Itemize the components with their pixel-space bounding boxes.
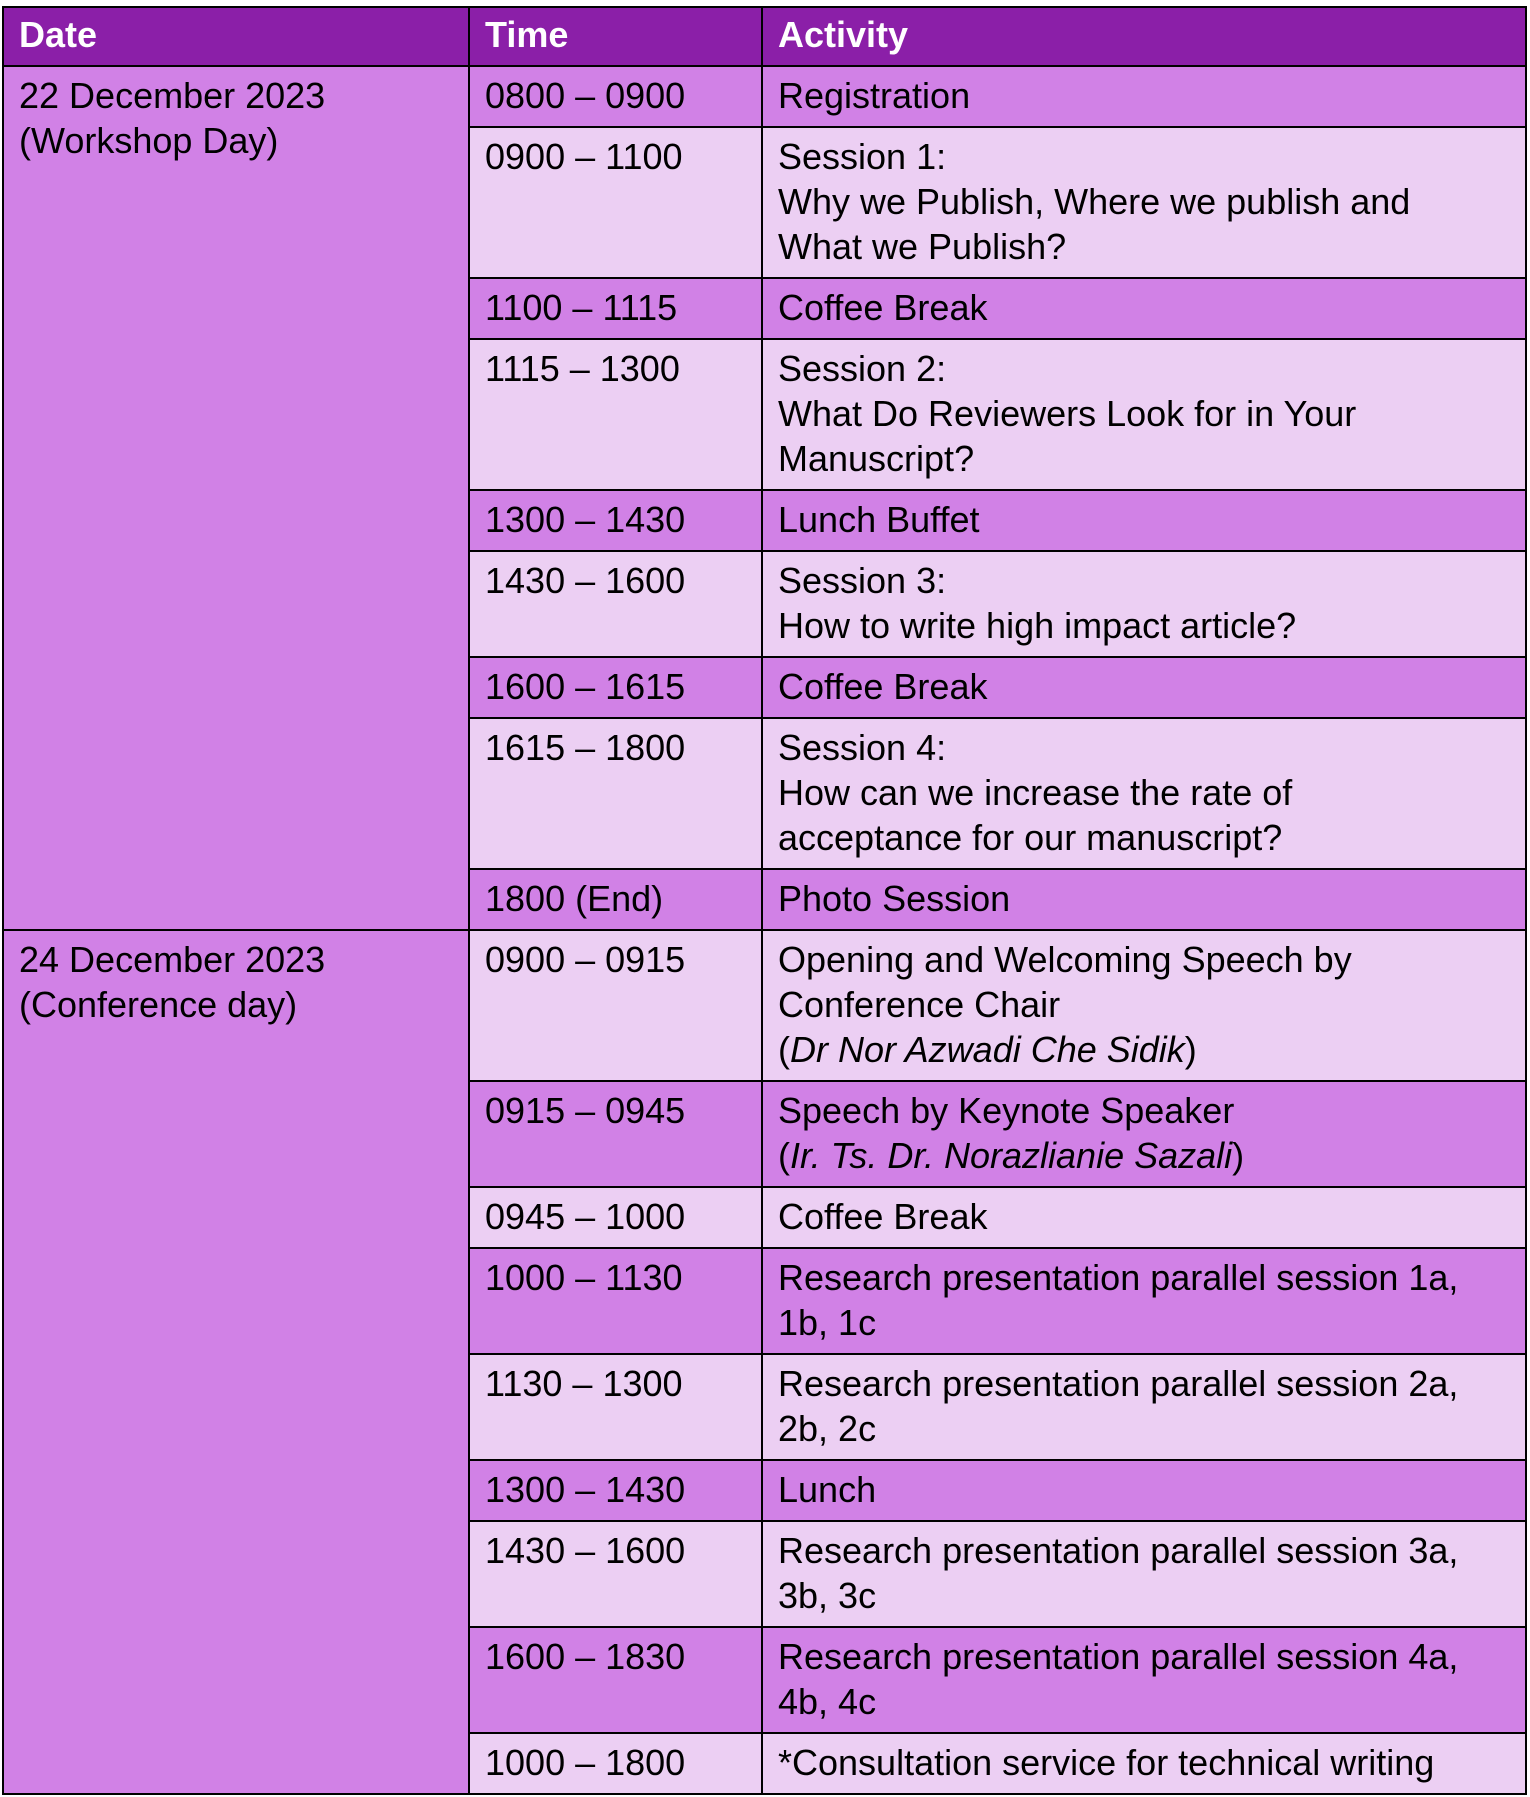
date-cell-day1 <box>3 66 469 930</box>
time-cell: 1615 – 1800 <box>469 718 762 869</box>
activity-line: Registration <box>778 75 971 116</box>
activity-cell <box>762 1521 1526 1627</box>
activity-line: *Consultation service for technical writing <box>778 1742 1435 1783</box>
activity-line: Research presentation parallel session 1a, <box>778 1257 1459 1298</box>
date-cell-day2 <box>3 930 469 1794</box>
activity-line: Research presentation parallel session 4a, <box>778 1636 1459 1677</box>
time-cell: 0800 – 0900 <box>469 66 762 127</box>
activity-cell <box>762 551 1526 657</box>
activity-line: Speech by Keynote Speaker <box>778 1090 1235 1131</box>
time-cell: 0900 – 1100 <box>469 127 762 278</box>
activity-cell <box>762 718 1526 869</box>
activity-line: How can we increase the rate of <box>778 772 1293 813</box>
time-cell: 0945 – 1000 <box>469 1187 762 1248</box>
time-cell: 0915 – 0945 <box>469 1081 762 1187</box>
activity-line: Opening and Welcoming Speech by <box>778 939 1352 980</box>
time-cell: 1800 (End) <box>469 869 762 930</box>
activity-cell <box>762 278 1526 339</box>
schedule-table <box>2 6 1527 1795</box>
speaker-line: (Ir. Ts. Dr. Norazlianie Sazali) <box>778 1135 1245 1176</box>
activity-line: What we Publish? <box>778 226 1067 267</box>
activity-line: 1b, 1c <box>778 1302 877 1343</box>
activity-cell <box>762 1354 1526 1460</box>
time-cell: 1100 – 1115 <box>469 278 762 339</box>
activity-line: Why we Publish, Where we publish and <box>778 181 1411 222</box>
activity-line: Photo Session <box>778 878 1011 919</box>
activity-line: How to write high impact article? <box>778 605 1297 646</box>
activity-line: Conference Chair <box>778 984 1061 1025</box>
time-cell: 1130 – 1300 <box>469 1354 762 1460</box>
activity-line: Session 3: <box>778 560 947 601</box>
activity-cell <box>762 1187 1526 1248</box>
activity-line: Session 2: <box>778 348 947 389</box>
activity-line: Session 4: <box>778 727 947 768</box>
time-cell: 1600 – 1615 <box>469 657 762 718</box>
speaker-line: (Dr Nor Azwadi Che Sidik) <box>778 1029 1197 1070</box>
time-cell: 0900 – 0915 <box>469 930 762 1081</box>
time-cell: 1430 – 1600 <box>469 1521 762 1627</box>
table-row <box>3 930 1526 1081</box>
activity-line: acceptance for our manuscript? <box>778 817 1283 858</box>
activity-line: Coffee Break <box>778 1196 988 1237</box>
activity-cell <box>762 1627 1526 1733</box>
activity-line: Coffee Break <box>778 666 988 707</box>
activity-cell <box>762 869 1526 930</box>
activity-cell <box>762 657 1526 718</box>
time-cell: 1600 – 1830 <box>469 1627 762 1733</box>
activity-line: Research presentation parallel session 3a, <box>778 1530 1459 1571</box>
table-row <box>3 66 1526 127</box>
time-cell: 1000 – 1800 <box>469 1733 762 1794</box>
header-time: Time <box>469 7 762 66</box>
time-cell: 1000 – 1130 <box>469 1248 762 1354</box>
activity-cell <box>762 490 1526 551</box>
day1-label: (Workshop Day) <box>19 120 279 161</box>
time-cell: 1115 – 1300 <box>469 339 762 490</box>
activity-cell <box>762 1248 1526 1354</box>
activity-cell <box>762 930 1526 1081</box>
time-cell: 1300 – 1430 <box>469 490 762 551</box>
header-date: Date <box>3 7 469 66</box>
activity-cell <box>762 1733 1526 1794</box>
day2-date: 24 December 2023 <box>19 939 326 980</box>
time-cell: 1300 – 1430 <box>469 1460 762 1521</box>
speaker-name: Ir. Ts. Dr. Norazlianie Sazali <box>790 1135 1233 1176</box>
activity-line: Coffee Break <box>778 287 988 328</box>
day2-label: (Conference day) <box>19 984 298 1025</box>
activity-line: Lunch Buffet <box>778 499 980 540</box>
activity-line: Research presentation parallel session 2a, <box>778 1363 1459 1404</box>
activity-line: Manuscript? <box>778 438 975 479</box>
activity-cell <box>762 66 1526 127</box>
activity-line: 4b, 4c <box>778 1681 877 1722</box>
activity-line: 2b, 2c <box>778 1408 877 1449</box>
activity-cell <box>762 127 1526 278</box>
activity-line: Session 1: <box>778 136 947 177</box>
activity-cell <box>762 1460 1526 1521</box>
activity-line: Lunch <box>778 1469 877 1510</box>
activity-cell <box>762 1081 1526 1187</box>
header-activity: Activity <box>762 7 1526 66</box>
time-cell: 1430 – 1600 <box>469 551 762 657</box>
day1-date: 22 December 2023 <box>19 75 326 116</box>
activity-cell <box>762 339 1526 490</box>
activity-line: 3b, 3c <box>778 1575 877 1616</box>
activity-line: What Do Reviewers Look for in Your <box>778 393 1357 434</box>
header-row <box>3 7 1526 66</box>
speaker-name: Dr Nor Azwadi Che Sidik <box>790 1029 1185 1070</box>
